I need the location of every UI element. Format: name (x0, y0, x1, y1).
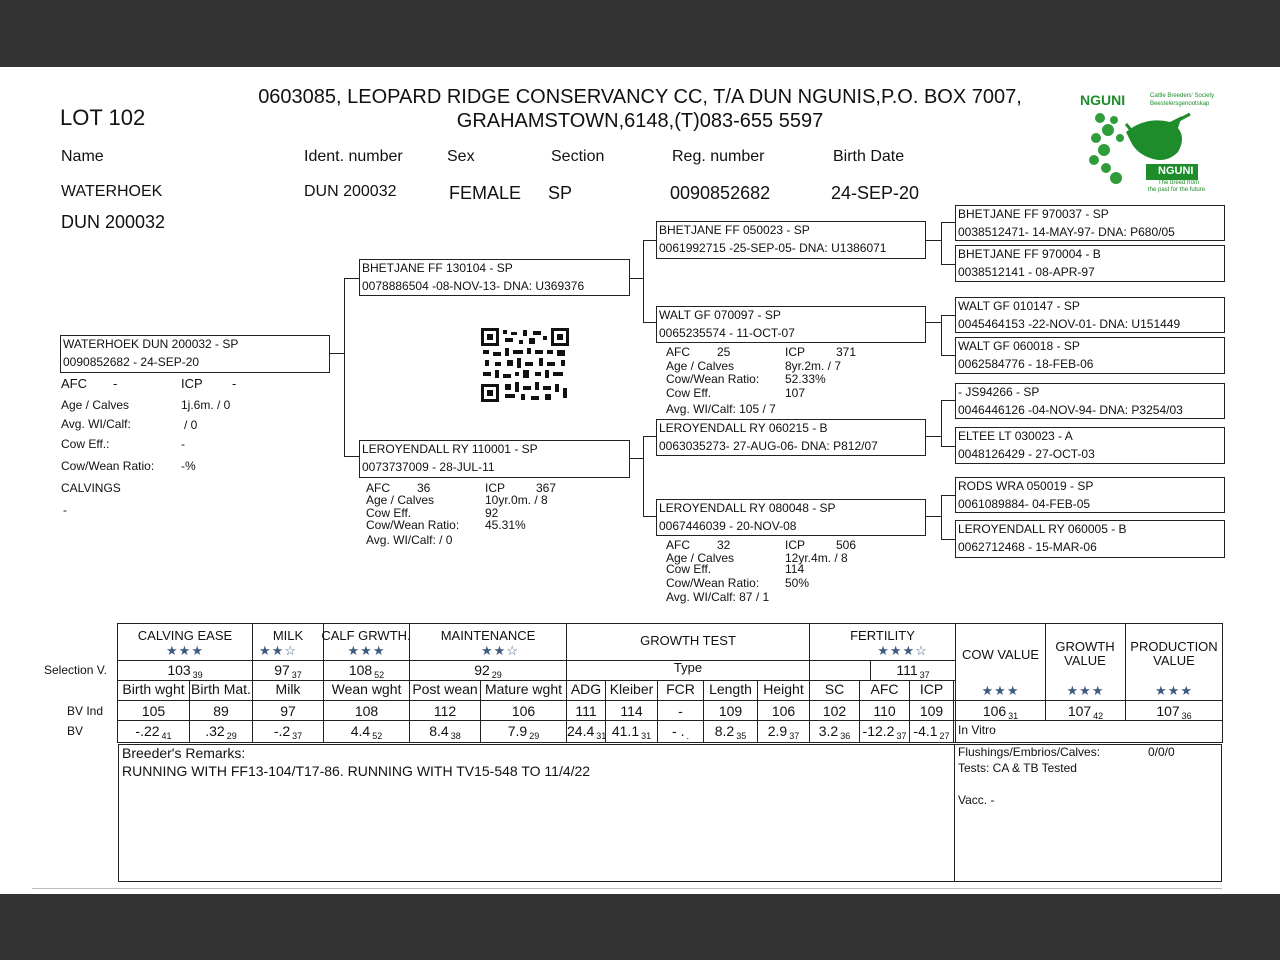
bv-cell: .32 $_{29}$ (205, 723, 237, 741)
hdr-maintenance: MAINTENANCE (440, 628, 536, 643)
dd-eff-label: Cow Eff. (666, 562, 712, 576)
pedigree-gg-2: BHETJANE FF 970004 - B 0038512141 - 08-APR-97 (955, 245, 1225, 282)
col-header: SC (824, 681, 845, 697)
sel-calf: 108 $_{52}$ (348, 662, 385, 680)
production-value: 107 $_{36}$ (1156, 703, 1192, 721)
label-birth: Birth Date (833, 148, 905, 165)
lot-number: LOT 102 (60, 105, 146, 130)
hdr-cow-value: COW VALUE (961, 647, 1040, 662)
subject-icp: - (232, 376, 237, 391)
tests-text: Tests: CA & TB Tested (958, 761, 1077, 775)
subject-age: 1j.6m. / 0 (181, 398, 231, 412)
subject-ratio-label: Cow/Wean Ratio: (61, 459, 155, 473)
bv-ind-cell: 97 (280, 703, 296, 719)
prod-value-stars-icon: ★★★ (1155, 683, 1193, 698)
hdr-growth-test: GROWTH TEST (640, 633, 736, 648)
pedigree-dam-sire: LEROYENDALL RY 060215 - B 0063035273- 27-AUG-06- DNA: P812/07 (656, 419, 926, 456)
animal-section: SP (548, 183, 573, 203)
col-header: Height (763, 681, 804, 697)
bottom-bar (0, 894, 1280, 960)
animal-name-2: DUN 200032 (61, 212, 166, 232)
selection-label: Selection V. (44, 663, 107, 677)
sd-ratio-label: Cow/Wean Ratio: (666, 372, 760, 386)
col-header: ADG (570, 681, 602, 697)
hdr-fertility: FERTILITY (850, 628, 915, 643)
pedigree-gg-1: BHETJANE FF 970037 - SP 0038512471- 14-MAY-97- DNA: P680/05 (955, 205, 1225, 241)
calf-stars-icon: ★★★ (347, 643, 386, 658)
dam-wi: Avg. WI/Calf: / 0 (366, 533, 453, 547)
animal-sex: FEMALE (449, 183, 522, 203)
hdr-production-value: PRODUCTION VALUE (1130, 639, 1218, 668)
maint-stars-icon: ★★☆ (481, 643, 519, 658)
bv-cell: 4.4 $_{52}$ (350, 723, 383, 741)
nguni-logo: NGUNI Cattle Breeders' Society Beestelersgenootskap NGUNI The breed from the past for the future (1080, 92, 1215, 193)
bv-label: BV (67, 724, 84, 738)
dam-age-label: Age / Calves (366, 493, 435, 507)
col-header: Birth Mat. (191, 681, 251, 697)
subject-eff-label: Cow Eff.: (61, 437, 110, 451)
subject-calvings: - (63, 503, 67, 517)
growth-value-stars-icon: ★★★ (1066, 683, 1105, 698)
bv-ind-cell: 112 (433, 703, 457, 719)
col-header: ICP (919, 681, 944, 697)
dam-age: 10yr.0m. / 8 (485, 493, 548, 507)
hdr-calving-ease: CALVING EASE (137, 628, 233, 643)
dam-ratio: 45.31% (485, 518, 526, 532)
bv-ind-cell: 109 (919, 703, 944, 719)
bv-ind-cell: 111 (575, 703, 597, 719)
bv-cell: -12.2 $_{37}$ (862, 723, 907, 741)
sd-ratio: 52.33% (785, 372, 826, 386)
col-header: Wean wght (331, 681, 402, 697)
label-sex: Sex (447, 148, 475, 165)
bv-cell: -.2 $_{37}$ (273, 723, 303, 741)
pedigree-gg-8: LEROYENDALL RY 060005 - B 0062712468 - 15-MAR-06 (955, 520, 1225, 558)
col-header: Post wean (412, 681, 478, 697)
hdr-growth-value: GROWTH VALUE (1055, 639, 1115, 668)
bv-cell: 3.2 $_{36}$ (818, 723, 851, 741)
animal-ident: DUN 200032 (304, 183, 397, 200)
animal-name: WATERHOEK (61, 183, 163, 200)
bv-ind-cell: 102 (822, 703, 847, 719)
col-header: AFC (870, 681, 899, 697)
dd-wi: Avg. WI/Calf: 87 / 1 (666, 590, 770, 604)
bv-cell: 7.9 $_{29}$ (507, 723, 540, 741)
dam-icp-label: ICP (485, 481, 506, 495)
subject-wi-label: Avg. WI/Calf: (61, 417, 131, 431)
label-section: Section (551, 148, 605, 165)
pedigree-dam: LEROYENDALL RY 110001 - SP 0073737009 - 28-JUL-11 (359, 440, 630, 478)
subject-calvings-label: CALVINGS (61, 481, 121, 495)
dam-eff: 92 (485, 506, 499, 520)
top-bar (0, 0, 1280, 67)
bv-cell: - . $_.$ (672, 723, 689, 741)
qr-code-icon (481, 328, 569, 402)
dd-ratio-label: Cow/Wean Ratio: (666, 576, 760, 590)
bv-ind-cell: 105 (141, 703, 166, 719)
pedigree-gg-7: RODS WRA 050019 - SP 0061089884- 04-FEB-05 (955, 477, 1225, 513)
sd-wi: Avg. WI/Calf: 105 / 7 (666, 402, 776, 416)
label-name: Name (61, 148, 104, 165)
dd-age-label: Age / Calves (666, 551, 735, 565)
subject-afc: - (113, 376, 118, 391)
dd-eff: 114 (785, 562, 805, 576)
bv-ind-label: BV Ind (67, 704, 104, 718)
bv-cell: 41.1 $_{31}$ (611, 723, 652, 741)
label-ident: Ident. number (304, 148, 403, 165)
bv-cell: 2.9 $_{37}$ (767, 723, 800, 741)
pedigree-sire-sire: BHETJANE FF 050023 - SP 0061992715 -25-SEP-05- DNA: U1386071 (656, 221, 926, 259)
pedigree-dam-dam: LEROYENDALL RY 080048 - SP 0067446039 - 20-NOV-08 (656, 499, 926, 536)
sd-age-label: Age / Calves (666, 359, 735, 373)
cow-value-stars-icon: ★★★ (981, 683, 1020, 698)
sel-milk: 97 $_{37}$ (274, 662, 302, 680)
bv-ind-cell: - (678, 703, 683, 719)
pedigree-sire: BHETJANE FF 130104 - SP 0078886504 -08-NOV-13- DNA: U369376 (359, 259, 630, 296)
milk-stars-icon: ★★☆ (259, 643, 297, 658)
hdr-calf-growth: CALF GRWTH. (321, 628, 411, 643)
sd-afc: 25 (717, 345, 731, 359)
animal-birth: 24-SEP-20 (831, 183, 920, 203)
remarks-label: Breeder's Remarks: (122, 745, 246, 761)
bv-ind-cell: 110 (873, 703, 896, 719)
sd-icp: 371 (836, 345, 857, 359)
page-divider (32, 888, 1222, 889)
dam-afc-label: AFC (366, 481, 390, 495)
bv-cell: 8.4 $_{38}$ (429, 723, 461, 741)
col-header: FCR (666, 681, 695, 697)
hdr-milk: MILK (272, 628, 304, 643)
sel-maint: 92 $_{29}$ (474, 662, 502, 680)
sd-afc-label: AFC (666, 345, 690, 359)
bv-ind-cell: 108 (354, 703, 379, 719)
subject-afc-label: AFC (61, 376, 87, 391)
subject-eff: - (181, 437, 185, 451)
owner-line-1: 0603085, LEOPARD RIDGE CONSERVANCY CC, T/A DUN NGUNIS,P.O. BOX 7007, (258, 86, 1022, 108)
subject-ratio: -% (181, 459, 196, 473)
pedigree-gg-5: - JS94266 - SP 0046446126 -04-NOV-94- DNA: P3254/03 (955, 383, 1225, 419)
flushings-label: Flushings/Embrios/Calves: (958, 745, 1101, 759)
col-header: Kleiber (609, 681, 654, 697)
dd-afc: 32 (717, 538, 731, 552)
bv-cell: -.22 $_{41}$ (135, 723, 172, 741)
pedigree-gg-3: WALT GF 010147 - SP 0045464153 -22-NOV-01- DNA: U151449 (955, 297, 1225, 333)
subject-icp-label: ICP (181, 376, 203, 391)
col-header: Birth wght (122, 681, 185, 697)
dd-ratio: 50% (785, 576, 810, 590)
col-header: Mature wght (484, 681, 563, 697)
dam-eff-label: Cow Eff. (366, 506, 412, 520)
flushings-value: 0/0/0 (1148, 745, 1175, 759)
bv-cell: 24.4 $_{31}$ (567, 723, 607, 741)
bv-ind-cell: 106 (771, 703, 796, 719)
pedigree-gg-6: ELTEE LT 030023 - A 0048126429 - 27-OCT-03 (955, 427, 1225, 464)
col-header: Milk (275, 681, 301, 697)
bv-ind-cell: 89 (213, 703, 229, 719)
subject-wi: / 0 (184, 418, 198, 432)
subject-age-label: Age / Calves (61, 398, 130, 412)
dd-icp-label: ICP (785, 538, 806, 552)
dam-afc: 36 (417, 481, 431, 495)
sel-fert: 111 $_{37}$ (896, 662, 930, 680)
pedigree-gg-4: WALT GF 060018 - SP 0062584776 - 18-FEB-06 (955, 337, 1225, 374)
sd-eff: 107 (785, 386, 806, 400)
bv-ind-cell: 106 (511, 703, 536, 719)
dd-icp: 506 (836, 538, 857, 552)
remarks-text: RUNNING WITH FF13-104/T17-86. RUNNING WITH TV15-548 TO 11/4/22 (122, 763, 591, 779)
sd-eff-label: Cow Eff. (666, 386, 712, 400)
bv-ind-cell: 114 (620, 703, 643, 719)
bv-cell: 8.2 $_{35}$ (714, 723, 747, 741)
dd-age: 12yr.4m. / 8 (785, 551, 848, 565)
sel-calving: 103 $_{39}$ (167, 662, 203, 680)
col-header: Length (709, 681, 752, 697)
dam-ratio-label: Cow/Wean Ratio: (366, 518, 460, 532)
calving-stars-icon: ★★★ (166, 643, 204, 658)
bv-ind-cell: 109 (718, 703, 743, 719)
sd-icp-label: ICP (785, 345, 806, 359)
owner-line-2: GRAHAMSTOWN,6148,(T)083-655 5597 (456, 110, 824, 132)
animal-reg: 0090852682 (670, 183, 771, 203)
dam-icp: 367 (536, 481, 557, 495)
pedigree-subject: WATERHOEK DUN 200032 - SP 0090852682 - 24-SEP-20 (60, 335, 330, 373)
cow-value: 106 $_{31}$ (982, 703, 1019, 721)
fert-stars-icon: ★★★☆ (877, 643, 928, 658)
growth-value: 107 $_{42}$ (1067, 703, 1104, 721)
dd-afc-label: AFC (666, 538, 690, 552)
in-vitro-label: In Vitro (958, 723, 996, 737)
type-label: Type (673, 660, 703, 675)
sd-age: 8yr.2m. / 7 (785, 359, 842, 373)
bv-cell: -4.1 $_{27}$ (913, 723, 950, 741)
label-reg: Reg. number (672, 148, 765, 165)
vacc-text: Vacc. - (958, 793, 995, 807)
pedigree-sire-dam: WALT GF 070097 - SP 0065235574 - 11-OCT-07 (656, 306, 926, 343)
